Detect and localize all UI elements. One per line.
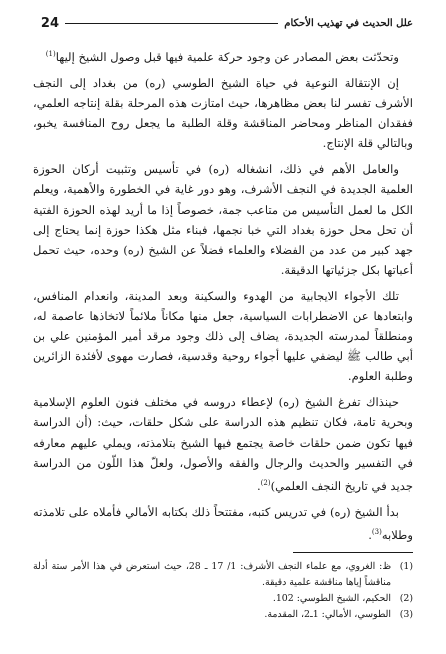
page-number: 24 xyxy=(40,15,59,31)
running-head: علل الحديث في تهذيب الأحكام xyxy=(284,17,413,29)
footnote-number: (1) xyxy=(399,560,413,572)
footnote-number: (2) xyxy=(399,592,413,604)
paragraph: حينذاك تفرغ الشيخ (ره) لإعطاء دروسه في مختلف فنون العلوم الإسلامية وبحرية تامة، فكان تنظيم هذه الدراسة على شكل حلقات، حيث: (أن الدراسة فيها تكون ضمن حلقات خاصة يجتمع فيها الشيخ بتلامذته، ويملي عليهم معارفه في التفسير والحديث والرجال والفقه والأصول، ولعلّ هذا اللّون من الدراسة جديد في تاريخ النجف العلمي)$^{(2)}$. xyxy=(33,395,413,493)
footnote-text: الحكيم، الشيخ الطوسي: 102. xyxy=(272,592,391,604)
paragraph: بدأ الشيخ (ره) في تدريس كتبه، مفتتحاً ذلك بكتابه الأمالي فأملاه على تلامذته وطلابه$^{(3)}$. xyxy=(33,504,413,542)
paragraph xyxy=(33,73,413,153)
header-rule xyxy=(65,23,278,24)
paragraph-text: بدأ الشيخ (ره) في تدريس كتبه، مفتتحاً ذلك بكتابه الأمالي فأملاه على تلامذته وطلابه xyxy=(33,504,413,542)
paragraph-text: إن الإنتقالة النوعية في حياة الشيخ الطوسي (ره) من بغداد إلى النجف الأشرف تفسر لنا بعض مظاهرها، حيث امتازت هذه المرحلة بقلة إنتاجه العلمي، ففقدان المناظر ومحاضر المناقشة وقلة الطلبة ما يجعل روح المنافسة يخبو، وبالتالي قلة الإنتاج. xyxy=(33,75,413,151)
footnote xyxy=(33,559,413,591)
footnote-divider xyxy=(293,552,413,553)
footnotes xyxy=(33,559,413,623)
footnote-marker: (1) xyxy=(45,50,56,58)
footnote-marker: (2) xyxy=(260,478,271,487)
footnote-text: الطوسي، الأمالي: 1ـ2، المقدمة. xyxy=(264,608,391,620)
paragraph xyxy=(33,286,413,386)
paragraph-text: تلك الأجواء الايجابية من الهدوء والسكينة وبعد المدينة، وانعدام المنافس، وابتعادها عن الاضطرابات السياسية، جعل منها مكاناً ملائماً لاتخاذها عاصمة له، ومنطلقاً لمدرسته الجديدة، يضاف إلى ذلك وجود مرقد أمير المؤمنين علي بن أبي طالب ﷺ ليضفي عليها أجواء روحية وقدسية، فصارت مهوى لأفئدة الزائرين وطلبة العلوم. xyxy=(33,288,413,384)
paragraph-text: حينذاك تفرغ الشيخ (ره) لإعطاء دروسه في مختلف فنون العلوم الإسلامية وبحرية تامة، فكان تنظيم هذه الدراسة على شكل حلقات، حيث: (أن الدراسة فيها تكون ضمن حلقات خاصة يجتمع فيها الشيخ بتلامذته، ويملي عليهم معارفه في التفسير والحديث والرجال والفقه والأصول، ولعلّ هذا اللّون من الدراسة جديد في تاريخ النجف العلمي) xyxy=(33,395,413,493)
footnote xyxy=(33,607,413,623)
footnote-text: ظ: الغروي، مع علماء النجف الأشرف: 1/ 17 ـ 28، حيث استعرض في هذا الأمر ستة أدلة مناقشاً إياها مناقشة علمية دقيقة. xyxy=(33,560,391,588)
footnote xyxy=(33,591,413,607)
footnote-number: (3) xyxy=(399,608,413,620)
paragraph xyxy=(33,44,413,67)
page-body xyxy=(33,44,413,654)
footnote-marker: (3) xyxy=(371,527,382,536)
paragraph-text: وتحدّثت بعض المصادر عن وجود حركة علمية فيها قبل وصول الشيخ إليها xyxy=(55,49,399,64)
page-header xyxy=(33,12,413,34)
paragraph-text: والعامل الأهم في ذلك، انشغاله (ره) في تأسيس وتثبيت أركان الحوزة العلمية الجديدة في النجف الأشرف، وهو دور غاية في الخطورة والأهمية، ويعلم الكل ما لعمل التأسيس من متاعب جمة، خصوصاً إذا ما أريد لهذه الحوزة الفتية أن تحل محل حوزة بغداد التي خبا نجمها، فبناء مثل هكذا حوزة إنما يحتاج إلى جهد كبير من عدد من الفضلاء والعلماء فضلاً عن الشيخ (ره) وحده، حيث تحمل أعباتها بكل جزئياتها الدقيقة. xyxy=(33,162,413,277)
paragraph xyxy=(33,159,413,280)
